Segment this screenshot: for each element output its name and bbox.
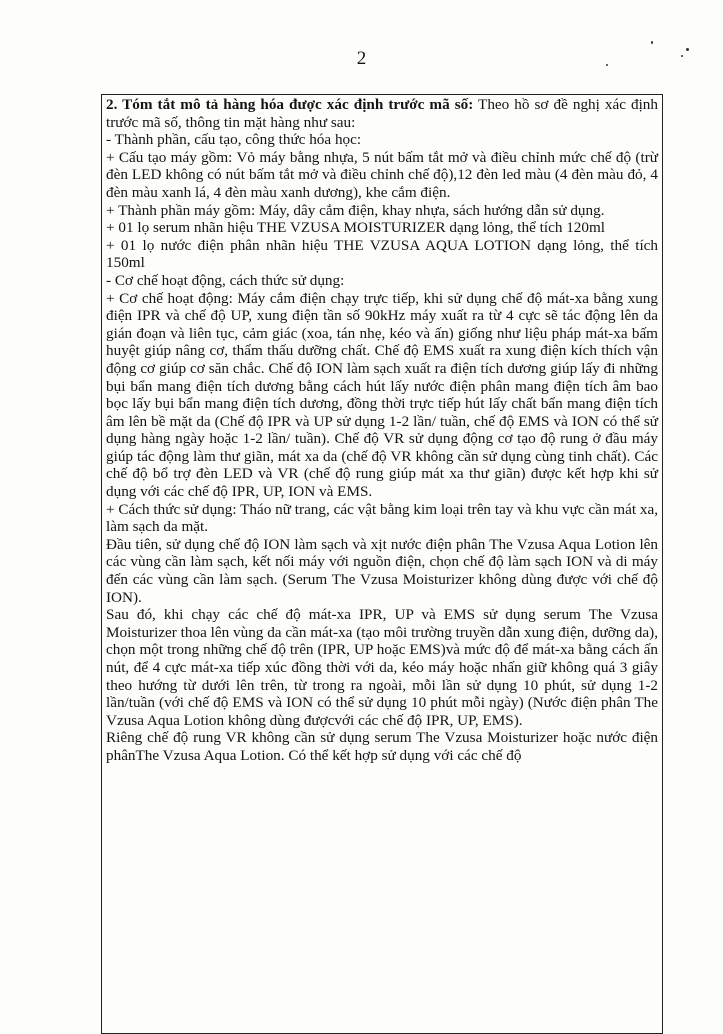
paragraph: - Thành phần, cấu tạo, công thức hóa học:: [106, 131, 362, 149]
intro-paragraph: [106, 96, 658, 131]
scan-speck: [681, 55, 683, 57]
paragraph: Riêng chế độ rung VR không cần sử dụng serum The Vzusa Moisturizer hoặc nước điện phânThe Vzusa Aqua Lotion. Có thể kết hợp sử dụng với các chế độ: [106, 729, 658, 764]
paragraph: + 01 lọ serum nhãn hiệu THE VZUSA MOISTURIZER dạng lỏng, thể tích 120ml: [106, 219, 606, 237]
paragraph: Sau đó, khi chạy các chế độ mát-xa IPR, UP và EMS sử dụng serum The Vzusa Moisturizer thoa lên vùng da cần mát-xa (tạo môi trường truyền dẫn xung điện, dưỡng da), chọn một trong những chế độ trên (IPR, UP hoặc EMS)và mức độ để mát-xa bằng cách ấn nút, để 4 cực mát-xa tiếp xúc đồng thời với da, kéo máy hoặc nhấn giữ không quá 3 giây theo hướng từ dưới lên trên, từ trong ra ngoài, mỗi lần sử dụng 10 phút, sử dụng 1-2 lần/tuần (với chế độ EMS và ION có thể sử dụng 10 phút mỗi ngày) (Nước điện phân The Vzusa Aqua Lotion không dùng đượcvới các chế độ IPR, UP, EMS).: [106, 606, 658, 729]
paragraph: + Cấu tạo máy gồm: Vỏ máy bằng nhựa, 5 nút bấm tắt mở và điều chỉnh mức chế độ (trừ đèn LED không có nút bấm tắt mở và điều chỉnh chế độ),12 đèn led màu (4 đèn màu đỏ, 4 đèn màu xanh lá, 4 đèn màu xanh dương), khe cắm điện.: [106, 148, 658, 201]
paragraph: - Cơ chế hoạt động, cách thức sử dụng:: [106, 271, 345, 289]
paragraph: + Cơ chế hoạt động: Máy cắm điện chạy trực tiếp, khi sử dụng chế độ mát-xa bằng xung điện IPR và chế độ UP, xung điện tần số 90kHz máy xuất ra từ 4 cực sẽ tác động lên da gián đoạn và liên tục, cảm giác (xoa, tán nhẹ, kéo và ấn) giống như liệu pháp mát-xa bấm huyệt giúp nâng cơ, thẩm thấu dưỡng chất. Chế độ EMS xuất ra xung điện kích thích vận động cơ giúp cơ săn chắc. Chế độ ION làm sạch xuất ra điện tích dương giúp lấy đi những bụi bẩn mang điện tích dương bằng cách hút lấy nước điện phân mang điện tích âm bao bọc lấy bụi bẩn mang điện tích dương, đồng thời trực tiếp hút lấy chất bẩn mang điện tích âm lên bề mặt da (Chế độ IPR và UP sử dụng 1-2 lần/ tuần, chế độ EMS và ION có thể sử dụng hàng ngày hoặc 1-2 lần/ tuần). Chế độ VR sử dụng động cơ tạo độ rung ở đầu máy giúp tác động làm thư giãn, mát xa da (chế độ VR không cần sử dụng cùng tinh chất). Các chế độ bổ trợ đèn LED và VR (chế độ rung giúp mát xa thư giãn) được kết hợp khi sử dụng với các chế độ IPR, UP, ION và EMS.: [106, 289, 658, 501]
intro-text: Theo hồ sơ đề nghị xác định trước mã số, thông tin mặt hàng như sau:: [106, 96, 658, 131]
paragraph: + Cách thức sử dụng: Tháo nữ trang, các vật bằng kim loại trên tay và khu vực cần mát xa, làm sạch da mặt.: [106, 500, 658, 536]
paragraph: + Thành phần máy gồm: Máy, dây cắm điện, khay nhựa, sách hướng dẫn sử dụng.: [106, 201, 605, 219]
document-body: [106, 96, 658, 765]
scan-speck: [686, 48, 689, 51]
scan-speck: [651, 41, 653, 44]
page-number: 2: [356, 48, 367, 69]
scan-speck: [606, 64, 608, 66]
section-heading: 2. Tóm tắt mô tả hàng hóa được xác định trước mã số:: [106, 96, 474, 113]
paragraph: + 01 lọ nước điện phân nhãn hiệu THE VZUSA AQUA LOTION dạng lỏng, thể tích 150ml: [106, 236, 658, 272]
paragraph: Đầu tiên, sử dụng chế độ ION làm sạch và xịt nước điện phân The Vzusa Aqua Lotion lên các vùng cần làm sạch, kết nối máy với nguồn điện, chọn chế độ làm sạch ION và di máy đến các vùng cần làm sạch. (Serum The Vzusa Moisturizer không dùng được với chế độ ION).: [106, 535, 658, 606]
